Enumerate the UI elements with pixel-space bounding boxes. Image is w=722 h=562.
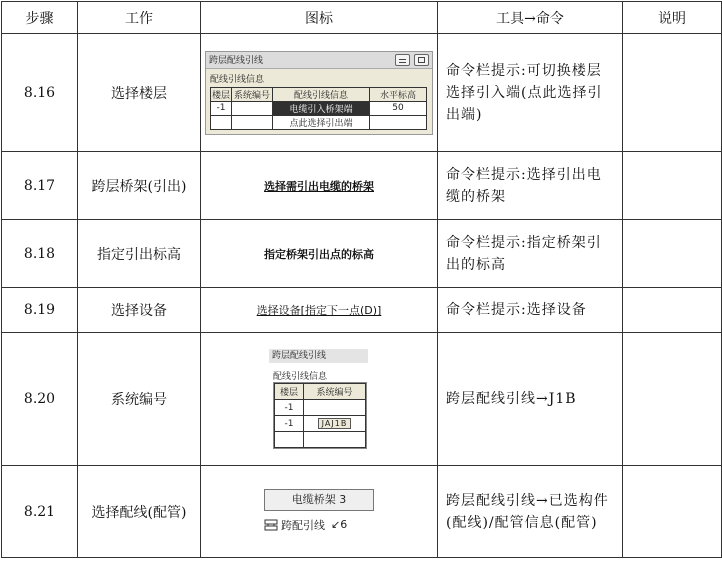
header-figure: 图标 xyxy=(201,2,438,34)
table-row xyxy=(2,220,722,288)
header-step: 步骤 xyxy=(2,2,78,34)
grid-cell[interactable] xyxy=(304,400,366,416)
note-cell xyxy=(623,333,722,466)
note-cell xyxy=(623,220,722,288)
grid-cell[interactable] xyxy=(232,101,273,115)
cross-wiring-icon xyxy=(264,519,278,531)
note-cell xyxy=(623,288,722,333)
grid-cell[interactable] xyxy=(232,115,273,129)
grid-cell[interactable]: -1 xyxy=(211,101,232,115)
step-cell: 8.21 xyxy=(2,466,78,558)
work-cell: 选择楼层 xyxy=(78,34,201,152)
header-work: 工作 xyxy=(78,2,201,34)
header-row xyxy=(2,2,722,34)
cross-item-label: 跨配引线 xyxy=(281,518,325,532)
step-cell: 8.20 xyxy=(2,333,78,466)
table-row xyxy=(2,333,722,466)
grid-header: 配线引线信息 xyxy=(273,87,370,101)
minimize-icon[interactable] xyxy=(395,54,410,66)
group-title: 配线引线信息 xyxy=(210,74,265,85)
group-title: 配线引线信息 xyxy=(273,372,328,382)
step-cell: 8.19 xyxy=(2,288,78,333)
work-cell: 系统编号 xyxy=(78,333,201,466)
figure-cell xyxy=(201,333,438,466)
system-number-button[interactable]: JAJ1B xyxy=(318,418,352,429)
tool-cell: 命令栏提示:选择设备 xyxy=(438,288,623,333)
cross-floor-item[interactable] xyxy=(264,515,374,535)
cross-floor-dialog xyxy=(205,51,433,135)
figure-cell xyxy=(201,288,438,333)
arrow-icon: ↙ xyxy=(331,518,341,531)
grid-cell[interactable]: -1 xyxy=(275,416,304,432)
restore-icon[interactable] xyxy=(414,54,429,66)
grid-cell[interactable] xyxy=(275,432,304,448)
cross-floor-dialog xyxy=(269,349,369,449)
table-row xyxy=(2,34,722,152)
cable-tray-button[interactable]: 电缆桥架 3 xyxy=(264,489,374,511)
note-cell xyxy=(623,152,722,220)
header-tool: 工具→命令 xyxy=(438,2,623,34)
command-prompt-text: 选择设备[指定下一点(D)] xyxy=(256,304,382,317)
note-cell xyxy=(623,34,722,152)
dialog-title: 跨层配线引线 xyxy=(269,349,368,363)
grid-header: 系统编号 xyxy=(232,87,273,101)
header-note: 说明 xyxy=(623,2,722,34)
component-tree xyxy=(264,489,374,535)
table-row xyxy=(2,152,722,220)
figure-cell xyxy=(201,220,438,288)
tool-cell: 命令栏提示:可切换楼层选择引入端(点此选择引出端) xyxy=(438,34,623,152)
grid-header: 楼层 xyxy=(211,87,232,101)
work-cell: 指定引出标高 xyxy=(78,220,201,288)
tool-cell: 命令栏提示:选择引出电缆的桥架 xyxy=(438,152,623,220)
work-cell: 选择设备 xyxy=(78,288,201,333)
grid-cell[interactable] xyxy=(211,115,232,129)
figure-cell xyxy=(201,34,438,152)
step-cell: 8.16 xyxy=(2,34,78,152)
tool-cell: 跨层配线引线→J1B xyxy=(438,333,623,466)
grid-header: 水平标高 xyxy=(370,87,427,101)
step-cell: 8.17 xyxy=(2,152,78,220)
step-cell: 8.18 xyxy=(2,220,78,288)
tool-cell: 跨层配线引线→已选构件(配线)/配管信息(配管) xyxy=(438,466,623,558)
dialog-titlebar xyxy=(206,52,432,69)
table-row xyxy=(2,288,722,333)
dialog-title: 跨层配线引线 xyxy=(209,56,264,66)
grid-header: 楼层 xyxy=(275,384,304,400)
info-grid-box xyxy=(273,382,367,449)
command-prompt-text: 指定桥架引出点的标高 xyxy=(264,247,374,261)
grid-cell[interactable] xyxy=(304,416,366,432)
info-grid xyxy=(210,87,427,130)
grid-cell[interactable]: 50 xyxy=(370,101,427,115)
figure-cell xyxy=(201,152,438,220)
grid-cell[interactable] xyxy=(304,432,366,448)
grid-cell-selected[interactable]: 电缆引入桥架端 xyxy=(273,101,370,115)
work-cell: 选择配线(配管) xyxy=(78,466,201,558)
dialog-group xyxy=(206,69,432,134)
command-prompt-text: 选择需引出电缆的桥架 xyxy=(264,179,374,193)
note-cell xyxy=(623,466,722,558)
grid-cell[interactable]: 点此选择引出端 xyxy=(273,115,370,129)
cross-item-count: 6 xyxy=(340,518,348,531)
grid-cell[interactable]: -1 xyxy=(275,400,304,416)
table-row xyxy=(2,466,722,558)
figure-cell xyxy=(201,466,438,558)
work-cell: 跨层桥架(引出) xyxy=(78,152,201,220)
tool-cell: 命令栏提示:指定桥架引出的标高 xyxy=(438,220,623,288)
grid-header: 系统编号 xyxy=(304,384,366,400)
grid-cell[interactable] xyxy=(370,115,427,129)
info-grid xyxy=(274,383,366,448)
procedure-table xyxy=(1,1,722,558)
